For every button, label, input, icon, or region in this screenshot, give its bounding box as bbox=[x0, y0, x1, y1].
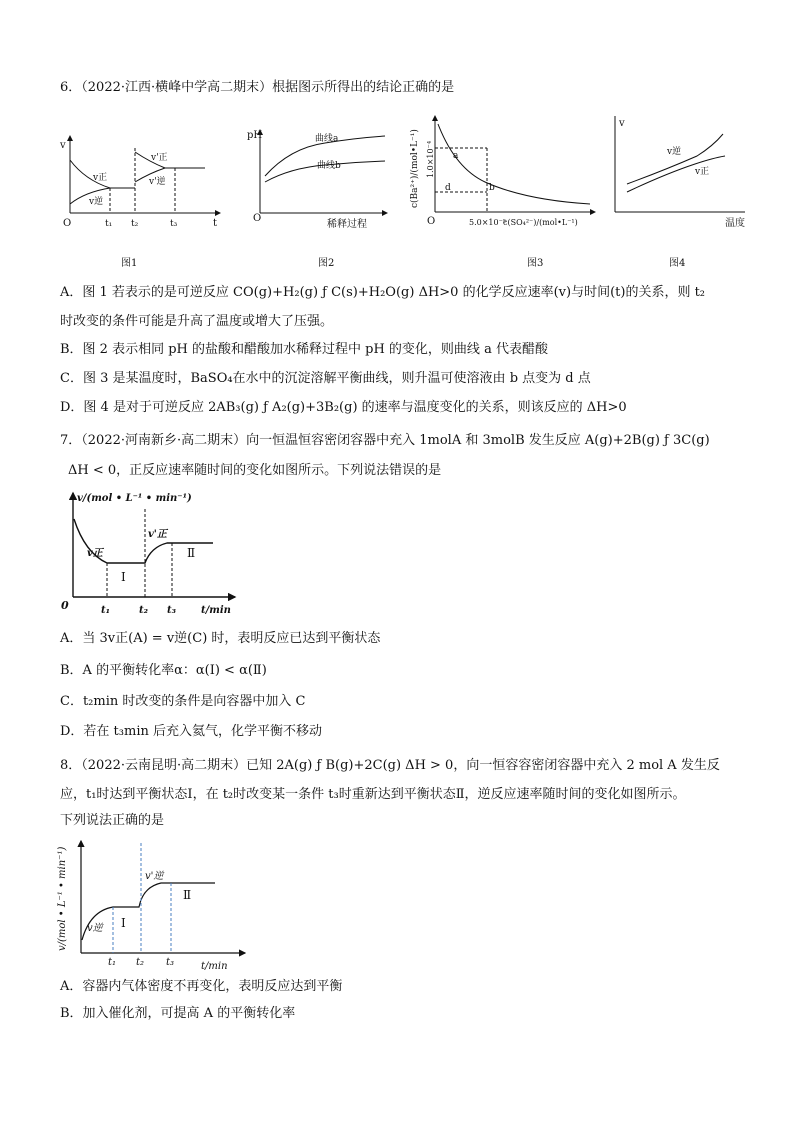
fig3-origin: O bbox=[427, 216, 436, 227]
q7-fig-region-1: Ⅰ bbox=[121, 570, 126, 584]
fig3-y-tick: 1.0×10⁻⁴ bbox=[426, 140, 435, 178]
fig4-v-ni: v逆 bbox=[667, 147, 682, 157]
fig1-tick-t1: t₁ bbox=[105, 219, 113, 229]
q8-option-a: A．容器内气体密度不再变化，表明反应达到平衡 bbox=[60, 979, 343, 994]
fig1-vp-zheng: v'正 bbox=[151, 153, 168, 163]
fig1-caption: 图1 bbox=[121, 258, 138, 269]
q8-stem-line3: 下列说法正确的是 bbox=[60, 813, 165, 828]
q7-option-c: C．t₂min 时改变的条件是向容器中加入 C bbox=[60, 694, 306, 709]
fig3-y-label: c(Ba²⁺)/(mol•L⁻¹) bbox=[410, 129, 420, 208]
q8-fig-region-2: Ⅱ bbox=[183, 888, 192, 902]
q6-option-c: C．图 3 是某温度时，BaSO₄在水中的沉淀溶解平衡曲线，则升温可使溶液由 b 点变为 d 点 bbox=[60, 371, 591, 386]
q6-figure-1 bbox=[55, 118, 225, 268]
q6-figure-3 bbox=[405, 108, 605, 268]
fig4-x-label: 温度 bbox=[725, 218, 745, 229]
q8-fig-tick-t3: t₃ bbox=[166, 957, 175, 968]
q6-figure-2 bbox=[245, 118, 395, 268]
fig3-point-b: b bbox=[489, 183, 495, 193]
q8-fig-region-1: Ⅰ bbox=[121, 916, 126, 930]
q7-stem-line2: ΔH < 0，正反应速率随时间的变化如图所示。下列说法错误的是 bbox=[68, 463, 442, 478]
fig3-caption: 图3 bbox=[527, 258, 544, 269]
q6-option-d: D．图 4 是对于可逆反应 2AB₃(g) ƒ A₂(g)+3B₂(g) 的速率与温度变化的关系，则该反应的 ΔH>0 bbox=[60, 400, 627, 415]
q8-fig-v-ni: v逆 bbox=[87, 923, 103, 934]
q6-figure-4 bbox=[605, 112, 755, 268]
q7-option-a: A．当 3v正(A) = v逆(C) 时，表明反应已达到平衡状态 bbox=[60, 631, 381, 646]
q7-fig-y-label: v/(mol • L⁻¹ • min⁻¹) bbox=[77, 493, 192, 504]
q7-fig-region-2: Ⅱ bbox=[187, 546, 196, 560]
q8-fig-x-label: t/min bbox=[201, 961, 228, 972]
q7-option-d: D．若在 t₃min 后充入氦气，化学平衡不移动 bbox=[60, 724, 322, 739]
fig3-point-a: a bbox=[453, 151, 459, 161]
fig2-x-label: 稀释过程 bbox=[327, 219, 367, 230]
fig2-curve-b: 曲线b bbox=[317, 161, 341, 171]
q7-fig-tick-t1: t₁ bbox=[101, 605, 110, 616]
fig4-caption: 图4 bbox=[669, 258, 686, 269]
fig2-curve-a: 曲线a bbox=[315, 134, 339, 144]
fig3-point-d: d bbox=[445, 183, 451, 193]
fig3-x-label: c(SO₄²⁻)/(mol•L⁻¹) bbox=[503, 218, 578, 227]
q7-fig-tick-t3: t₃ bbox=[167, 605, 176, 616]
fig2-y-label: pH bbox=[247, 130, 263, 141]
q7-fig-vp-zheng: v'正 bbox=[148, 529, 167, 540]
q7-figure bbox=[55, 485, 245, 615]
q6-option-a-line2: 时改变的条件可能是升高了温度或增大了压强。 bbox=[60, 314, 334, 329]
fig1-vp-ni: v'逆 bbox=[149, 177, 166, 187]
q7-fig-x-label: t/min bbox=[201, 605, 231, 616]
q8-stem-line2: 应，t₁时达到平衡状态Ⅰ，在 t₂时改变某一条件 t₃时重新达到平衡状态Ⅱ，逆反应速率随时间的变化如图所示。 bbox=[60, 787, 686, 802]
q6-option-a-line1: A．图 1 若表示的是可逆反应 CO(g)+H₂(g) ƒ C(s)+H₂O(g) ΔH>0 的化学反应速率(v)与时间(t)的关系，则 t₂ bbox=[60, 285, 706, 300]
fig1-x-label: t bbox=[213, 218, 218, 229]
fig2-origin: O bbox=[253, 213, 262, 224]
q7-option-b: B．A 的平衡转化率α：α(Ⅰ) < α(Ⅱ) bbox=[60, 663, 267, 678]
q8-fig-y-label: v/(mol • L⁻¹ • min⁻¹) bbox=[57, 846, 68, 951]
fig1-v-ni: v逆 bbox=[89, 197, 104, 207]
fig3-x-tick: 5.0×10⁻⁵ bbox=[469, 218, 507, 227]
q7-fig-origin: 0 bbox=[61, 599, 69, 612]
fig1-tick-t3: t₃ bbox=[170, 219, 178, 229]
q8-fig-vp-ni: v'逆 bbox=[145, 871, 164, 882]
fig1-y-label: v bbox=[60, 140, 66, 151]
fig1-v-zheng: v正 bbox=[93, 173, 108, 183]
q8-figure bbox=[55, 835, 255, 975]
fig4-y-label: v bbox=[619, 118, 625, 129]
q8-fig-tick-t1: t₁ bbox=[108, 957, 117, 968]
fig1-origin: O bbox=[63, 218, 72, 229]
q8-option-b: B．加入催化剂，可提高 A 的平衡转化率 bbox=[60, 1006, 296, 1021]
fig2-caption: 图2 bbox=[318, 258, 335, 269]
q8-fig-tick-t2: t₂ bbox=[136, 957, 145, 968]
q7-stem-line1: 7．（2022·河南新乡·高二期末）向一恒温恒容密闭容器中充入 1molA 和 3molB 发生反应 A(g)+2B(g) ƒ 3C(g) bbox=[60, 433, 710, 448]
q8-stem-line1: 8．（2022·云南昆明·高二期末）已知 2A(g) ƒ B(g)+2C(g) ΔH > 0，向一恒容容密闭容器中充入 2 mol A 发生反 bbox=[60, 758, 720, 773]
fig4-v-zheng: v正 bbox=[695, 167, 710, 177]
q7-fig-v-zheng: v正 bbox=[87, 548, 103, 559]
q6-option-b: B．图 2 表示相同 pH 的盐酸和醋酸加水稀释过程中 pH 的变化，则曲线 a 代表醋酸 bbox=[60, 342, 548, 357]
fig1-tick-t2: t₂ bbox=[131, 219, 139, 229]
q7-fig-tick-t2: t₂ bbox=[139, 605, 148, 616]
q6-stem: 6．（2022·江西·横峰中学高二期末）根据图示所得出的结论正确的是 bbox=[60, 80, 455, 95]
